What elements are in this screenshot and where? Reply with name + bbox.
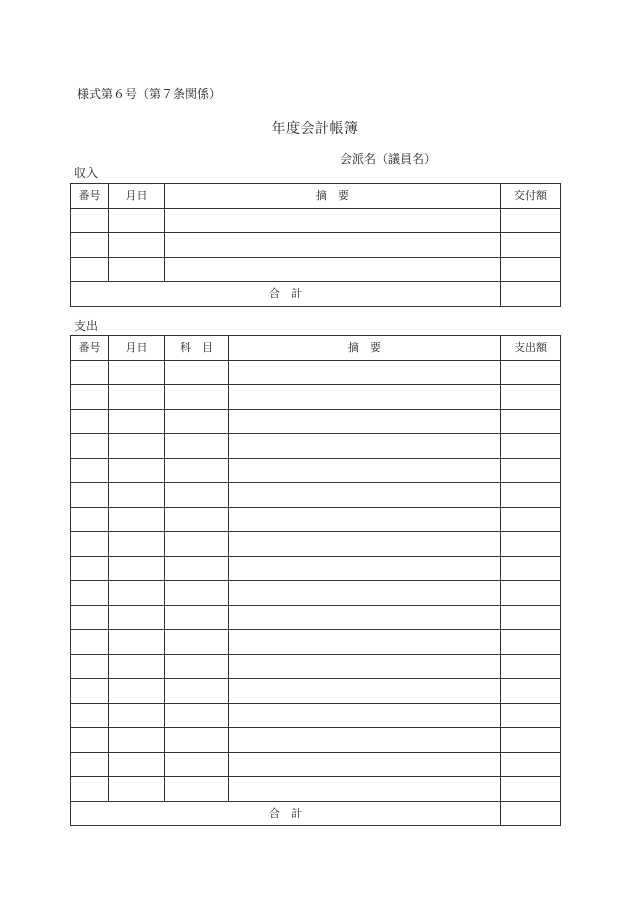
expense-cell[interactable]: [501, 728, 561, 753]
expense-cell[interactable]: [501, 409, 561, 434]
expense-cell[interactable]: [501, 556, 561, 581]
income-row: [71, 233, 561, 258]
expense-header-account: 科 目: [165, 336, 229, 361]
expense-total-amount[interactable]: [501, 801, 561, 826]
income-section-label: 収入: [74, 166, 99, 180]
expense-row: [71, 360, 561, 385]
faction-name-label: 会派名（議員名）: [340, 152, 437, 166]
expense-row: [71, 777, 561, 802]
expense-table: [70, 335, 561, 826]
income-header-number: 番号: [71, 184, 109, 209]
expense-row: [71, 752, 561, 777]
expense-cell[interactable]: [165, 409, 229, 434]
income-cell[interactable]: [109, 208, 165, 233]
expense-cell[interactable]: [71, 728, 109, 753]
expense-cell[interactable]: [165, 581, 229, 606]
income-cell[interactable]: [501, 208, 561, 233]
expense-row: [71, 434, 561, 459]
expense-cell[interactable]: [501, 434, 561, 459]
income-cell[interactable]: [71, 233, 109, 258]
expense-cell[interactable]: [229, 409, 501, 434]
expense-cell[interactable]: [71, 458, 109, 483]
expense-cell[interactable]: [71, 507, 109, 532]
expense-cell[interactable]: [71, 360, 109, 385]
expense-row: [71, 630, 561, 655]
expense-cell[interactable]: [109, 434, 165, 459]
expense-row: [71, 605, 561, 630]
expense-cell[interactable]: [501, 679, 561, 704]
expense-cell[interactable]: [71, 556, 109, 581]
expense-cell[interactable]: [71, 532, 109, 557]
income-cell[interactable]: [109, 257, 165, 282]
expense-row: [71, 385, 561, 410]
income-table: [70, 183, 561, 307]
expense-cell[interactable]: [501, 605, 561, 630]
expense-cell[interactable]: [165, 679, 229, 704]
expense-header-number: 番号: [71, 336, 109, 361]
expense-cell[interactable]: [229, 360, 501, 385]
expense-cell[interactable]: [71, 679, 109, 704]
expense-row: [71, 556, 561, 581]
expense-cell[interactable]: [165, 703, 229, 728]
expense-header-date: 月日: [109, 336, 165, 361]
expense-row: [71, 409, 561, 434]
expense-cell[interactable]: [501, 630, 561, 655]
expense-row: [71, 581, 561, 606]
expense-header-row: [71, 336, 561, 361]
expense-cell[interactable]: [109, 507, 165, 532]
expense-cell[interactable]: [229, 630, 501, 655]
expense-cell[interactable]: [501, 777, 561, 802]
document-title: 年度会計帳簿: [271, 121, 359, 137]
expense-cell[interactable]: [501, 483, 561, 508]
expense-cell[interactable]: [501, 507, 561, 532]
expense-cell[interactable]: [71, 703, 109, 728]
income-cell[interactable]: [165, 257, 501, 282]
income-cell[interactable]: [165, 233, 501, 258]
income-header-row: [71, 184, 561, 209]
expense-row: [71, 532, 561, 557]
expense-cell[interactable]: [165, 360, 229, 385]
expense-cell[interactable]: [109, 728, 165, 753]
expense-cell[interactable]: [229, 483, 501, 508]
income-cell[interactable]: [71, 208, 109, 233]
income-total-label: 合 計: [71, 282, 501, 307]
expense-cell[interactable]: [501, 654, 561, 679]
expense-cell[interactable]: [165, 605, 229, 630]
expense-cell[interactable]: [165, 434, 229, 459]
expense-cell[interactable]: [71, 654, 109, 679]
expense-cell[interactable]: [165, 385, 229, 410]
expense-cell[interactable]: [229, 777, 501, 802]
expense-cell[interactable]: [109, 385, 165, 410]
expense-cell[interactable]: [501, 703, 561, 728]
expense-row: [71, 483, 561, 508]
expense-cell[interactable]: [229, 728, 501, 753]
income-header-date: 月日: [109, 184, 165, 209]
expense-row: [71, 679, 561, 704]
expense-cell[interactable]: [71, 434, 109, 459]
expense-cell[interactable]: [501, 532, 561, 557]
income-total-amount[interactable]: [501, 282, 561, 307]
expense-cell[interactable]: [229, 703, 501, 728]
expense-total-row: [71, 801, 561, 826]
expense-cell[interactable]: [229, 434, 501, 459]
expense-cell[interactable]: [109, 483, 165, 508]
expense-cell[interactable]: [71, 581, 109, 606]
income-cell[interactable]: [71, 257, 109, 282]
income-cell[interactable]: [501, 233, 561, 258]
expense-header-description: 摘 要: [229, 336, 501, 361]
expense-row: [71, 728, 561, 753]
expense-cell[interactable]: [501, 458, 561, 483]
expense-cell[interactable]: [71, 409, 109, 434]
expense-section-label: 支出: [74, 319, 99, 333]
expense-cell[interactable]: [109, 777, 165, 802]
expense-row: [71, 507, 561, 532]
expense-cell[interactable]: [229, 752, 501, 777]
expense-cell[interactable]: [71, 752, 109, 777]
expense-total-label: 合 計: [71, 801, 501, 826]
expense-cell[interactable]: [109, 752, 165, 777]
income-header-amount: 交付額: [501, 184, 561, 209]
expense-cell[interactable]: [501, 385, 561, 410]
income-total-row: [71, 282, 561, 307]
expense-cell[interactable]: [109, 458, 165, 483]
expense-cell[interactable]: [109, 581, 165, 606]
expense-cell[interactable]: [109, 605, 165, 630]
expense-cell[interactable]: [165, 654, 229, 679]
expense-cell[interactable]: [165, 507, 229, 532]
expense-cell[interactable]: [109, 630, 165, 655]
expense-cell[interactable]: [229, 385, 501, 410]
expense-cell[interactable]: [229, 679, 501, 704]
expense-cell[interactable]: [109, 409, 165, 434]
expense-cell[interactable]: [165, 777, 229, 802]
expense-cell[interactable]: [71, 483, 109, 508]
expense-cell[interactable]: [229, 654, 501, 679]
income-cell[interactable]: [501, 257, 561, 282]
expense-cell[interactable]: [501, 581, 561, 606]
expense-cell[interactable]: [165, 556, 229, 581]
expense-cell[interactable]: [165, 630, 229, 655]
income-cell[interactable]: [165, 208, 501, 233]
expense-row: [71, 458, 561, 483]
expense-row: [71, 654, 561, 679]
expense-cell[interactable]: [501, 360, 561, 385]
expense-cell[interactable]: [229, 458, 501, 483]
expense-cell[interactable]: [165, 483, 229, 508]
expense-cell[interactable]: [109, 556, 165, 581]
expense-cell[interactable]: [109, 679, 165, 704]
income-row: [71, 208, 561, 233]
expense-cell[interactable]: [165, 532, 229, 557]
expense-cell[interactable]: [109, 654, 165, 679]
expense-cell[interactable]: [71, 605, 109, 630]
expense-cell[interactable]: [229, 532, 501, 557]
expense-row: [71, 703, 561, 728]
expense-header-amount: 支出額: [501, 336, 561, 361]
expense-cell[interactable]: [165, 728, 229, 753]
form-number: 様式第６号（第７条関係）: [77, 87, 222, 101]
expense-cell[interactable]: [71, 385, 109, 410]
expense-cell[interactable]: [229, 605, 501, 630]
income-cell[interactable]: [109, 233, 165, 258]
expense-cell[interactable]: [165, 752, 229, 777]
expense-cell[interactable]: [71, 630, 109, 655]
expense-cell[interactable]: [109, 360, 165, 385]
expense-cell[interactable]: [109, 703, 165, 728]
expense-cell[interactable]: [229, 556, 501, 581]
income-row: [71, 257, 561, 282]
income-header-description: 摘 要: [165, 184, 501, 209]
expense-cell[interactable]: [229, 581, 501, 606]
expense-cell[interactable]: [71, 777, 109, 802]
expense-cell[interactable]: [109, 532, 165, 557]
expense-cell[interactable]: [229, 507, 501, 532]
expense-cell[interactable]: [165, 458, 229, 483]
expense-cell[interactable]: [501, 752, 561, 777]
